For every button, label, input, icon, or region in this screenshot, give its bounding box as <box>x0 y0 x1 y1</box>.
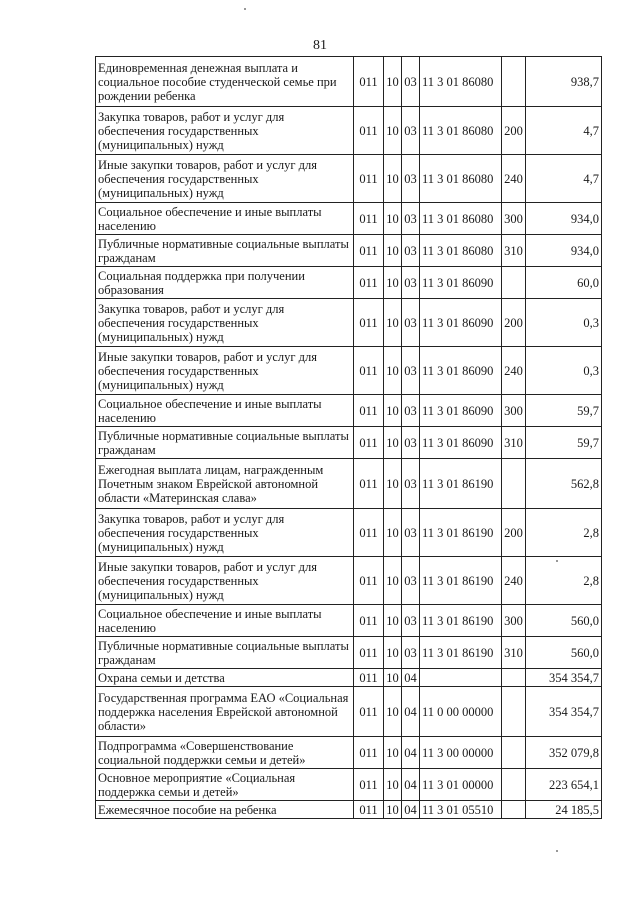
row-expense-type: 240 <box>502 347 526 395</box>
row-ministry-code: 011 <box>354 769 384 801</box>
row-subsection-code: 04 <box>402 669 420 687</box>
row-name: Подпрограмма «Совершенствование социальной поддержки семьи и детей» <box>96 737 354 769</box>
row-amount: 223 654,1 <box>526 769 602 801</box>
row-expense-type: 300 <box>502 605 526 637</box>
row-subsection-code: 03 <box>402 57 420 107</box>
row-ministry-code: 011 <box>354 203 384 235</box>
row-subsection-code: 03 <box>402 637 420 669</box>
row-section-code: 10 <box>384 347 402 395</box>
row-name: Основное мероприятие «Социальная поддержка семьи и детей» <box>96 769 354 801</box>
page-number: 81 <box>313 38 327 53</box>
row-target-article: 11 3 01 86190 <box>420 509 502 557</box>
table-row <box>96 267 602 299</box>
row-subsection-code: 03 <box>402 267 420 299</box>
row-subsection-code: 03 <box>402 557 420 605</box>
row-amount: 60,0 <box>526 267 602 299</box>
row-target-article: 11 3 00 00000 <box>420 737 502 769</box>
table-row <box>96 637 602 669</box>
row-name: Социальное обеспечение и иные выплаты населению <box>96 605 354 637</box>
table-row <box>96 509 602 557</box>
row-target-article: 11 3 01 86090 <box>420 299 502 347</box>
row-amount: 560,0 <box>526 637 602 669</box>
row-ministry-code: 011 <box>354 669 384 687</box>
row-name: Социальное обеспечение и иные выплаты населению <box>96 203 354 235</box>
row-target-article: 11 3 01 86080 <box>420 57 502 107</box>
row-section-code: 10 <box>384 459 402 509</box>
row-amount: 0,3 <box>526 347 602 395</box>
row-ministry-code: 011 <box>354 155 384 203</box>
row-expense-type: 200 <box>502 299 526 347</box>
table-row <box>96 107 602 155</box>
row-ministry-code: 011 <box>354 347 384 395</box>
row-name: Ежемесячное пособие на ребенка <box>96 801 354 819</box>
table-row <box>96 669 602 687</box>
scan-speck <box>244 8 246 10</box>
row-section-code: 10 <box>384 203 402 235</box>
row-target-article: 11 3 01 05510 <box>420 801 502 819</box>
row-target-article: 11 3 01 86190 <box>420 557 502 605</box>
row-expense-type: 310 <box>502 427 526 459</box>
row-expense-type: 300 <box>502 395 526 427</box>
row-section-code: 10 <box>384 235 402 267</box>
row-amount: 352 079,8 <box>526 737 602 769</box>
budget-table <box>95 56 602 819</box>
table-row <box>96 57 602 107</box>
row-target-article: 11 3 01 86190 <box>420 605 502 637</box>
row-expense-type <box>502 687 526 737</box>
row-subsection-code: 03 <box>402 459 420 509</box>
row-target-article: 11 3 01 86090 <box>420 267 502 299</box>
row-ministry-code: 011 <box>354 235 384 267</box>
row-section-code: 10 <box>384 427 402 459</box>
row-target-article: 11 3 01 86080 <box>420 203 502 235</box>
row-subsection-code: 04 <box>402 801 420 819</box>
row-ministry-code: 011 <box>354 557 384 605</box>
row-name: Единовременная денежная выплата и социальное пособие студенческой семье при рождении ребенка <box>96 57 354 107</box>
row-amount: 560,0 <box>526 605 602 637</box>
table-row <box>96 203 602 235</box>
table-row <box>96 235 602 267</box>
table-row <box>96 687 602 737</box>
row-target-article: 11 3 01 86080 <box>420 107 502 155</box>
row-amount: 938,7 <box>526 57 602 107</box>
row-subsection-code: 03 <box>402 203 420 235</box>
row-target-article: 11 3 01 86090 <box>420 427 502 459</box>
table-row <box>96 395 602 427</box>
row-expense-type: 240 <box>502 155 526 203</box>
row-ministry-code: 011 <box>354 801 384 819</box>
row-subsection-code: 03 <box>402 299 420 347</box>
row-name: Ежегодная выплата лицам, награжденным Почетным знаком Еврейской автономной области «Материнская слава» <box>96 459 354 509</box>
row-target-article: 11 3 01 86090 <box>420 395 502 427</box>
row-section-code: 10 <box>384 299 402 347</box>
row-amount: 4,7 <box>526 155 602 203</box>
row-expense-type <box>502 801 526 819</box>
row-name: Государственная программа ЕАО «Социальная поддержка населения Еврейской автономной области» <box>96 687 354 737</box>
row-expense-type <box>502 57 526 107</box>
row-name: Закупка товаров, работ и услуг для обеспечения государственных (муниципальных) нужд <box>96 509 354 557</box>
row-amount: 24 185,5 <box>526 801 602 819</box>
row-expense-type: 240 <box>502 557 526 605</box>
row-subsection-code: 04 <box>402 737 420 769</box>
row-ministry-code: 011 <box>354 395 384 427</box>
row-name: Публичные нормативные социальные выплаты гражданам <box>96 427 354 459</box>
row-subsection-code: 03 <box>402 605 420 637</box>
table-row <box>96 737 602 769</box>
row-subsection-code: 03 <box>402 427 420 459</box>
row-amount: 562,8 <box>526 459 602 509</box>
row-ministry-code: 011 <box>354 637 384 669</box>
row-amount: 59,7 <box>526 395 602 427</box>
scan-speck <box>556 850 558 852</box>
row-section-code: 10 <box>384 801 402 819</box>
row-section-code: 10 <box>384 57 402 107</box>
row-section-code: 10 <box>384 557 402 605</box>
row-amount: 354 354,7 <box>526 669 602 687</box>
row-name: Охрана семьи и детства <box>96 669 354 687</box>
row-name: Иные закупки товаров, работ и услуг для обеспечения государственных (муниципальных) нужд <box>96 155 354 203</box>
row-target-article: 11 3 01 86190 <box>420 637 502 669</box>
row-name: Закупка товаров, работ и услуг для обеспечения государственных (муниципальных) нужд <box>96 107 354 155</box>
row-target-article: 11 3 01 86080 <box>420 155 502 203</box>
row-amount: 4,7 <box>526 107 602 155</box>
row-section-code: 10 <box>384 107 402 155</box>
row-name: Социальная поддержка при получении образования <box>96 267 354 299</box>
row-section-code: 10 <box>384 267 402 299</box>
row-target-article <box>420 669 502 687</box>
row-section-code: 10 <box>384 395 402 427</box>
row-amount: 2,8 <box>526 509 602 557</box>
row-subsection-code: 03 <box>402 107 420 155</box>
table-row <box>96 427 602 459</box>
row-target-article: 11 3 01 86080 <box>420 235 502 267</box>
row-name: Иные закупки товаров, работ и услуг для обеспечения государственных (муниципальных) нужд <box>96 347 354 395</box>
row-name: Иные закупки товаров, работ и услуг для обеспечения государственных (муниципальных) нужд <box>96 557 354 605</box>
row-amount: 2,8 <box>526 557 602 605</box>
row-ministry-code: 011 <box>354 605 384 637</box>
row-name: Публичные нормативные социальные выплаты гражданам <box>96 235 354 267</box>
row-expense-type <box>502 459 526 509</box>
row-ministry-code: 011 <box>354 107 384 155</box>
row-ministry-code: 011 <box>354 267 384 299</box>
row-expense-type: 310 <box>502 235 526 267</box>
row-subsection-code: 03 <box>402 509 420 557</box>
row-target-article: 11 3 01 86190 <box>420 459 502 509</box>
row-section-code: 10 <box>384 769 402 801</box>
table-row <box>96 347 602 395</box>
table-row <box>96 459 602 509</box>
row-amount: 59,7 <box>526 427 602 459</box>
row-name: Публичные нормативные социальные выплаты гражданам <box>96 637 354 669</box>
table-body <box>96 57 602 819</box>
row-amount: 934,0 <box>526 203 602 235</box>
row-ministry-code: 011 <box>354 687 384 737</box>
table-row <box>96 155 602 203</box>
row-section-code: 10 <box>384 605 402 637</box>
row-expense-type <box>502 267 526 299</box>
row-target-article: 11 3 01 86090 <box>420 347 502 395</box>
row-expense-type <box>502 669 526 687</box>
table-row <box>96 605 602 637</box>
row-ministry-code: 011 <box>354 737 384 769</box>
row-subsection-code: 03 <box>402 395 420 427</box>
row-target-article: 11 3 01 00000 <box>420 769 502 801</box>
table-row <box>96 769 602 801</box>
table-row <box>96 557 602 605</box>
row-expense-type <box>502 769 526 801</box>
row-amount: 0,3 <box>526 299 602 347</box>
row-ministry-code: 011 <box>354 57 384 107</box>
row-section-code: 10 <box>384 737 402 769</box>
row-section-code: 10 <box>384 687 402 737</box>
row-expense-type <box>502 737 526 769</box>
row-name: Закупка товаров, работ и услуг для обеспечения государственных (муниципальных) нужд <box>96 299 354 347</box>
row-amount: 354 354,7 <box>526 687 602 737</box>
row-section-code: 10 <box>384 669 402 687</box>
row-ministry-code: 011 <box>354 459 384 509</box>
row-ministry-code: 011 <box>354 427 384 459</box>
row-target-article: 11 0 00 00000 <box>420 687 502 737</box>
row-subsection-code: 03 <box>402 155 420 203</box>
row-expense-type: 310 <box>502 637 526 669</box>
row-subsection-code: 04 <box>402 687 420 737</box>
row-section-code: 10 <box>384 637 402 669</box>
row-expense-type: 200 <box>502 509 526 557</box>
row-subsection-code: 03 <box>402 235 420 267</box>
row-subsection-code: 03 <box>402 347 420 395</box>
table-row <box>96 299 602 347</box>
row-subsection-code: 04 <box>402 769 420 801</box>
row-expense-type: 200 <box>502 107 526 155</box>
row-section-code: 10 <box>384 155 402 203</box>
row-ministry-code: 011 <box>354 509 384 557</box>
row-expense-type: 300 <box>502 203 526 235</box>
row-section-code: 10 <box>384 509 402 557</box>
row-ministry-code: 011 <box>354 299 384 347</box>
row-name: Социальное обеспечение и иные выплаты населению <box>96 395 354 427</box>
row-amount: 934,0 <box>526 235 602 267</box>
table-row <box>96 801 602 819</box>
